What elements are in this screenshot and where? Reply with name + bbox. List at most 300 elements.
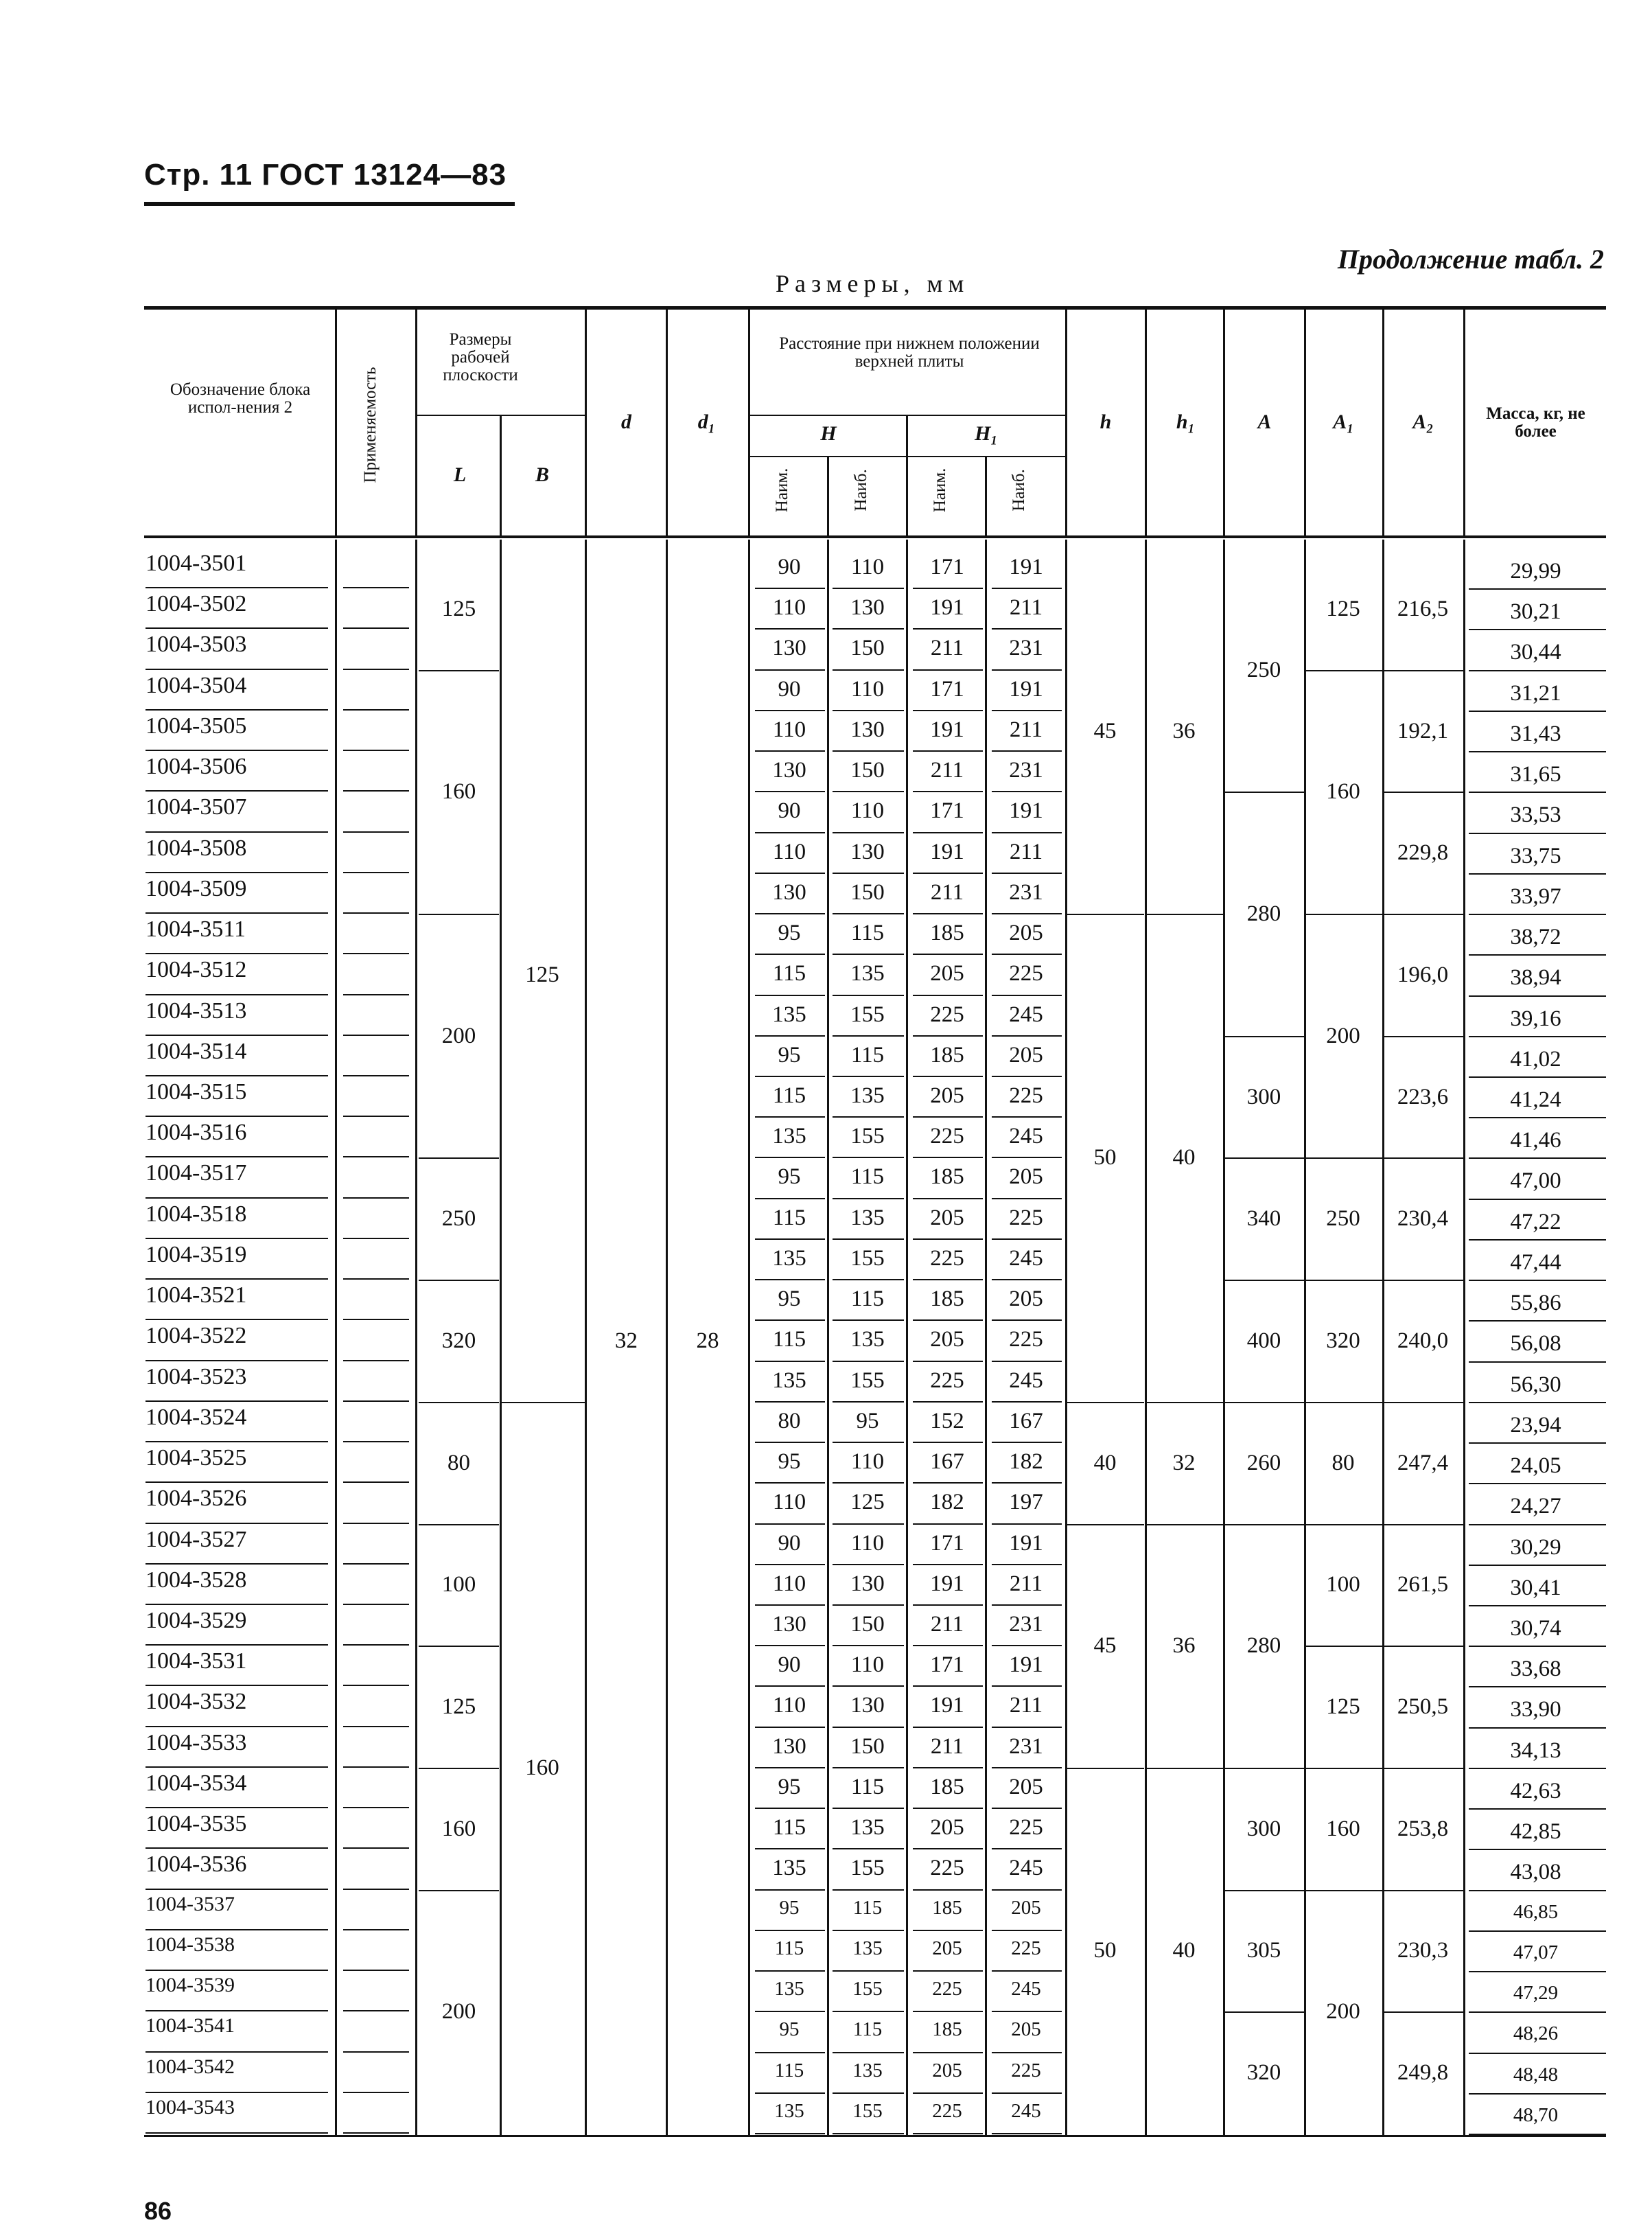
cell-h1-min: 211: [930, 1733, 964, 1759]
merged-cell-a1: 320: [1326, 1328, 1360, 1353]
cell-mass: 46,85: [1513, 1900, 1559, 1923]
group-separator: [1145, 1524, 1223, 1525]
cell-mass: 30,29: [1510, 1534, 1561, 1560]
mass-underline: [1469, 1199, 1606, 1200]
applicability-dash: [343, 750, 409, 751]
merged-cell-h: 50: [1093, 1145, 1117, 1170]
row-designation: 1004-3521: [146, 1282, 247, 1308]
merged-cell-h: 45: [1093, 718, 1117, 743]
cell-underline: [833, 1442, 904, 1443]
row-designation: 1004-3537: [146, 1892, 235, 1915]
applicability-dash: [343, 1156, 409, 1157]
merged-cell-a2: 249,8: [1397, 2060, 1449, 2086]
cell-underline: [913, 750, 983, 752]
cell-h-max: 155: [850, 1002, 885, 1027]
applicability-dash: [343, 1481, 409, 1483]
cell-h-min: 135: [774, 1978, 804, 2000]
group-separator: [1382, 1157, 1463, 1159]
cell-underline: [755, 1727, 825, 1728]
group-separator: [419, 1646, 499, 1647]
header-subrule: [415, 415, 585, 416]
cell-h-max: 155: [850, 1124, 885, 1149]
mass-underline: [1469, 1076, 1606, 1078]
mass-underline: [1469, 1524, 1606, 1525]
cell-underline: [913, 873, 983, 874]
designation-underline: [146, 1604, 328, 1605]
cell-underline: [755, 1685, 825, 1687]
cell-underline: [992, 1848, 1062, 1849]
cell-h1-min: 171: [930, 555, 964, 579]
applicability-dash: [343, 953, 409, 954]
mass-underline: [1469, 1971, 1606, 1972]
cell-underline: [755, 1198, 825, 1199]
cell-h1-max: 191: [1009, 798, 1043, 824]
table-header-rule: [144, 535, 1606, 538]
cell-h1-min: 185: [930, 921, 964, 946]
cell-h-min: 130: [772, 879, 806, 905]
header-column-divider: [666, 309, 668, 537]
row-designation: 1004-3502: [146, 591, 247, 617]
group-separator: [1304, 670, 1382, 671]
merged-cell-h1: 32: [1172, 1450, 1196, 1475]
applicability-dash: [343, 1563, 409, 1565]
cell-underline: [833, 1238, 904, 1240]
cell-underline: [755, 710, 825, 711]
cell-h1-max: 197: [1009, 1490, 1043, 1515]
designation-underline: [146, 1970, 328, 1971]
cell-underline: [992, 1157, 1062, 1158]
col-header-d: d: [621, 411, 631, 433]
mass-underline: [1469, 670, 1606, 671]
cell-underline: [833, 1279, 904, 1280]
row-designation: 1004-3509: [146, 875, 247, 901]
designation-underline: [146, 669, 328, 670]
cell-h-max: 135: [850, 1327, 885, 1352]
cell-h-max: 150: [850, 1612, 885, 1637]
cell-underline: [755, 1361, 825, 1362]
cell-h-min: 95: [778, 921, 801, 946]
cell-h-min: 90: [778, 555, 801, 579]
mass-underline: [1469, 1280, 1606, 1281]
cell-h-max: 135: [852, 1937, 883, 1959]
table-top-rule: [144, 306, 1606, 310]
designation-underline: [146, 1726, 328, 1727]
merged-cell-a2: 253,8: [1397, 1816, 1449, 1841]
applicability-dash: [343, 1889, 409, 1890]
group-separator: [1145, 914, 1223, 915]
cell-underline: [755, 2092, 825, 2094]
cell-mass: 33,90: [1510, 1697, 1561, 1722]
cell-underline: [833, 1076, 904, 1077]
designation-underline: [146, 2132, 328, 2134]
cell-underline: [833, 1930, 904, 1931]
merged-cell-a: 280: [1246, 1633, 1281, 1659]
cell-underline: [755, 1238, 825, 1240]
designation-underline: [146, 1523, 328, 1524]
applicability-dash: [343, 1441, 409, 1442]
table-continuation-label: Продолжение табл. 2: [1337, 244, 1604, 275]
cell-underline: [913, 1645, 983, 1646]
cell-h1-min: 205: [930, 1327, 964, 1352]
cell-h1-max: 191: [1009, 555, 1043, 579]
merged-cell-l: 80: [447, 1450, 470, 1475]
applicability-dash: [343, 669, 409, 670]
col-header-H1-max: Наиб.: [1010, 469, 1028, 511]
designation-underline: [146, 2092, 328, 2093]
designation-underline: [146, 709, 328, 711]
cell-mass: 30,21: [1510, 599, 1561, 625]
header-column-divider: [906, 416, 908, 537]
cell-h-min: 115: [772, 961, 806, 987]
cell-underline: [992, 1727, 1062, 1728]
merged-cell-a: 300: [1246, 1816, 1281, 1841]
cell-mass: 30,41: [1510, 1575, 1561, 1600]
cell-underline: [913, 995, 983, 996]
row-designation: 1004-3527: [146, 1526, 247, 1552]
row-designation: 1004-3533: [146, 1729, 247, 1755]
cell-h-min: 115: [774, 1937, 804, 1959]
cell-underline: [833, 954, 904, 955]
cell-underline: [913, 2011, 983, 2012]
col-header-A: A: [1257, 411, 1272, 433]
row-designation: 1004-3543: [146, 2095, 235, 2119]
designation-underline: [146, 1075, 328, 1076]
cell-h1-max: 225: [1011, 1937, 1041, 1959]
cell-underline: [755, 1035, 825, 1037]
row-designation: 1004-3539: [146, 1974, 235, 1997]
designation-underline: [146, 1156, 328, 1157]
header-column-divider: [1304, 309, 1306, 537]
header-column-divider: [748, 309, 750, 537]
cell-h-max: 150: [850, 1733, 885, 1759]
merged-cell-a1: 125: [1326, 596, 1360, 621]
cell-h-max: 155: [850, 1245, 885, 1271]
col-header-distance: Расстояние при нижнем положении верхней плиты: [779, 334, 1040, 371]
group-separator: [1224, 1890, 1304, 1891]
cell-underline: [992, 873, 1062, 874]
cell-h1-min: 191: [930, 839, 964, 864]
cell-h1-max: 245: [1009, 1245, 1043, 1271]
designation-underline: [146, 872, 328, 873]
cell-underline: [913, 1685, 983, 1687]
cell-h1-min: 171: [930, 676, 964, 702]
cell-mass: 55,86: [1510, 1291, 1561, 1316]
designation-underline: [146, 1116, 328, 1117]
designation-underline: [146, 2051, 328, 2053]
cell-h-max: 130: [850, 595, 885, 621]
mass-underline: [1469, 2093, 1606, 2095]
designation-underline: [146, 1889, 328, 1890]
group-separator: [1382, 1524, 1463, 1525]
cell-underline: [755, 1564, 825, 1565]
group-separator: [1224, 1524, 1304, 1525]
applicability-dash: [343, 1116, 409, 1117]
cell-h1-min: 185: [930, 1164, 964, 1190]
group-separator: [1224, 1280, 1304, 1281]
merged-cell-a2: 250,5: [1397, 1694, 1449, 1720]
cell-h1-max: 211: [1009, 839, 1043, 864]
cell-underline: [992, 1767, 1062, 1768]
cell-h1-min: 185: [930, 1774, 964, 1799]
designation-underline: [146, 1766, 328, 1768]
mass-underline: [1469, 2134, 1606, 2135]
cell-h-max: 95: [856, 1408, 879, 1433]
cell-mass: 31,65: [1510, 762, 1561, 787]
group-separator: [1304, 1890, 1382, 1891]
cell-h-max: 130: [850, 1571, 885, 1596]
col-header-applicability: Применяемость: [361, 367, 380, 483]
group-separator: [1382, 670, 1463, 671]
cell-underline: [755, 791, 825, 792]
cell-h-max: 150: [850, 636, 885, 661]
mass-underline: [1469, 1117, 1606, 1118]
cell-h-min: 135: [772, 1856, 806, 1881]
applicability-dash: [343, 1726, 409, 1727]
cell-underline: [992, 1442, 1062, 1443]
row-designation: 1004-3541: [146, 2014, 235, 2038]
header-column-divider: [1065, 309, 1067, 537]
cell-underline: [992, 2133, 1062, 2134]
mass-underline: [1469, 1808, 1606, 1810]
cell-underline: [913, 1889, 983, 1891]
applicability-dash: [343, 1604, 409, 1605]
cell-underline: [992, 1889, 1062, 1891]
cell-underline: [913, 1604, 983, 1606]
cell-h-max: 155: [850, 1856, 885, 1881]
cell-underline: [833, 1035, 904, 1037]
mass-underline: [1469, 1157, 1606, 1159]
designation-underline: [146, 1929, 328, 1930]
cell-underline: [833, 750, 904, 752]
cell-h-min: 110: [772, 717, 806, 742]
cell-h1-max: 211: [1009, 1571, 1043, 1596]
mass-underline: [1469, 751, 1606, 752]
mass-underline: [1469, 873, 1606, 875]
group-separator: [1224, 2011, 1304, 2013]
cell-h1-min: 225: [930, 1002, 964, 1027]
row-designation: 1004-3531: [146, 1648, 247, 1674]
cell-h-max: 115: [852, 2018, 883, 2041]
cell-h-min: 115: [772, 1815, 806, 1841]
merged-cell-a2: 216,5: [1397, 596, 1449, 621]
applicability-dash: [343, 2132, 409, 2134]
mass-underline: [1469, 1361, 1606, 1363]
mass-underline: [1469, 629, 1606, 630]
cell-underline: [755, 995, 825, 996]
cell-underline: [755, 1116, 825, 1118]
group-separator: [1145, 1768, 1223, 1769]
cell-underline: [755, 1645, 825, 1646]
applicability-dash: [343, 587, 409, 588]
cell-underline: [913, 1930, 983, 1931]
applicability-dash: [343, 1319, 409, 1320]
merged-cell-a: 250: [1246, 657, 1281, 682]
cell-h1-min: 167: [930, 1449, 964, 1475]
col-header-mass: Масса, кг, не более: [1486, 404, 1585, 441]
designation-underline: [146, 1807, 328, 1808]
merged-cell-b: 125: [525, 962, 559, 987]
cell-h-min: 95: [778, 1449, 801, 1475]
applicability-dash: [343, 1970, 409, 1971]
cell-h1-min: 185: [932, 1896, 962, 1919]
merged-cell-a1: 100: [1326, 1572, 1360, 1597]
cell-underline: [755, 2052, 825, 2053]
cell-underline: [833, 1361, 904, 1362]
mass-underline: [1469, 711, 1606, 712]
cell-underline: [755, 669, 825, 671]
cell-h-min: 90: [778, 1652, 801, 1678]
group-separator: [1382, 2011, 1463, 2013]
cell-h-max: 125: [850, 1490, 885, 1515]
cell-h1-max: 205: [1009, 1287, 1043, 1312]
cell-h1-min: 225: [930, 1245, 964, 1271]
cell-mass: 33,97: [1510, 884, 1561, 909]
cell-h1-max: 231: [1009, 1733, 1043, 1759]
cell-h1-min: 205: [930, 1815, 964, 1841]
cell-h1-min: 171: [930, 1652, 964, 1678]
cell-h1-min: 225: [932, 1978, 962, 2000]
cell-underline: [992, 1198, 1062, 1199]
applicability-dash: [343, 831, 409, 833]
cell-mass: 47,00: [1510, 1168, 1561, 1194]
applicability-dash: [343, 994, 409, 995]
row-designation: 1004-3513: [146, 997, 247, 1024]
mass-underline: [1469, 1727, 1606, 1729]
col-header-work-plane: Размеры рабочей плоскости: [443, 330, 518, 384]
cell-underline: [833, 1970, 904, 1972]
cell-underline: [992, 588, 1062, 589]
designation-underline: [146, 1563, 328, 1565]
cell-underline: [755, 628, 825, 630]
group-separator: [1304, 1280, 1382, 1281]
cell-underline: [913, 1198, 983, 1199]
group-separator: [1304, 1157, 1382, 1159]
mass-underline: [1469, 1890, 1606, 1891]
mass-underline: [1469, 1442, 1606, 1444]
header-column-divider: [585, 309, 587, 537]
row-designation: 1004-3523: [146, 1363, 247, 1389]
cell-underline: [913, 832, 983, 833]
column-divider: [906, 540, 908, 2135]
cell-underline: [992, 1401, 1062, 1403]
group-separator: [419, 914, 499, 915]
merged-cell-a2: 240,0: [1397, 1328, 1449, 1353]
cell-underline: [913, 1442, 983, 1443]
cell-underline: [992, 2011, 1062, 2012]
cell-h1-max: 231: [1009, 758, 1043, 783]
cell-h1-min: 211: [930, 879, 964, 905]
cell-h1-max: 191: [1009, 1530, 1043, 1556]
merged-cell-a: 305: [1246, 1938, 1281, 1963]
cell-h1-max: 225: [1009, 1083, 1043, 1108]
designation-underline: [146, 790, 328, 792]
cell-underline: [755, 1808, 825, 1809]
cell-underline: [913, 2133, 983, 2134]
cell-h1-min: 185: [932, 2018, 962, 2041]
cell-h-max: 110: [850, 1652, 885, 1678]
cell-h-min: 110: [772, 1693, 806, 1718]
mass-underline: [1469, 792, 1606, 793]
merged-cell-a: 280: [1246, 901, 1281, 927]
group-separator: [1382, 1768, 1463, 1769]
cell-h-max: 115: [852, 1896, 883, 1919]
cell-underline: [755, 2011, 825, 2012]
row-designation: 1004-3534: [146, 1770, 247, 1796]
cell-underline: [913, 1767, 983, 1768]
merged-cell-a2: 247,4: [1397, 1450, 1449, 1475]
cell-h1-min: 205: [932, 1937, 962, 1959]
cell-underline: [833, 1808, 904, 1809]
merged-cell-a: 300: [1246, 1084, 1281, 1109]
cell-underline: [992, 1361, 1062, 1362]
cell-underline: [833, 995, 904, 996]
cell-underline: [913, 1970, 983, 1972]
cell-h1-min: 205: [930, 1205, 964, 1230]
cell-underline: [833, 1523, 904, 1525]
row-designation: 1004-3524: [146, 1404, 247, 1430]
cell-mass: 38,72: [1510, 925, 1561, 950]
cell-underline: [992, 832, 1062, 833]
cell-mass: 39,16: [1510, 1006, 1561, 1031]
cell-mass: 47,29: [1513, 1982, 1559, 2005]
merged-cell-l: 320: [441, 1328, 476, 1353]
applicability-dash: [343, 709, 409, 711]
merged-cell-a2: 229,8: [1397, 840, 1449, 866]
mass-underline: [1469, 2011, 1606, 2013]
row-designation: 1004-3504: [146, 672, 247, 698]
cell-underline: [755, 1604, 825, 1606]
cell-underline: [992, 1076, 1062, 1077]
group-separator: [1224, 1768, 1304, 1769]
merged-cell-d: 32: [615, 1328, 638, 1353]
cell-underline: [992, 995, 1062, 996]
cell-h1-min: 171: [930, 1530, 964, 1556]
header-underline: [144, 202, 515, 206]
applicability-dash: [343, 1075, 409, 1076]
designation-underline: [146, 1847, 328, 1849]
cell-mass: 23,94: [1510, 1412, 1561, 1438]
cell-underline: [755, 1889, 825, 1891]
merged-cell-a1: 80: [1331, 1450, 1355, 1475]
cell-underline: [833, 1767, 904, 1768]
cell-underline: [833, 791, 904, 792]
cell-underline: [833, 1116, 904, 1118]
cell-h1-min: 185: [930, 1042, 964, 1068]
designation-underline: [146, 1685, 328, 1686]
cell-underline: [992, 1970, 1062, 1972]
cell-underline: [992, 1035, 1062, 1037]
row-designation: 1004-3516: [146, 1120, 247, 1146]
cell-mass: 47,44: [1510, 1249, 1561, 1275]
cell-h1-max: 231: [1009, 1612, 1043, 1637]
cell-underline: [755, 1930, 825, 1931]
cell-h1-max: 231: [1009, 636, 1043, 661]
cell-mass: 29,99: [1510, 559, 1561, 584]
cell-h1-max: 225: [1009, 1327, 1043, 1352]
row-designation: 1004-3506: [146, 754, 247, 780]
designation-underline: [146, 1644, 328, 1646]
cell-h-min: 95: [779, 2018, 800, 2041]
group-separator: [1224, 792, 1304, 793]
designation-underline: [146, 2010, 328, 2011]
applicability-dash: [343, 627, 409, 629]
table-bottom-rule: [144, 2135, 1606, 2137]
col-header-h1: h₁: [1176, 411, 1196, 433]
column-divider: [500, 540, 502, 2135]
merged-cell-a1: 200: [1326, 1023, 1360, 1048]
cell-underline: [992, 1279, 1062, 1280]
cell-underline: [913, 1279, 983, 1280]
